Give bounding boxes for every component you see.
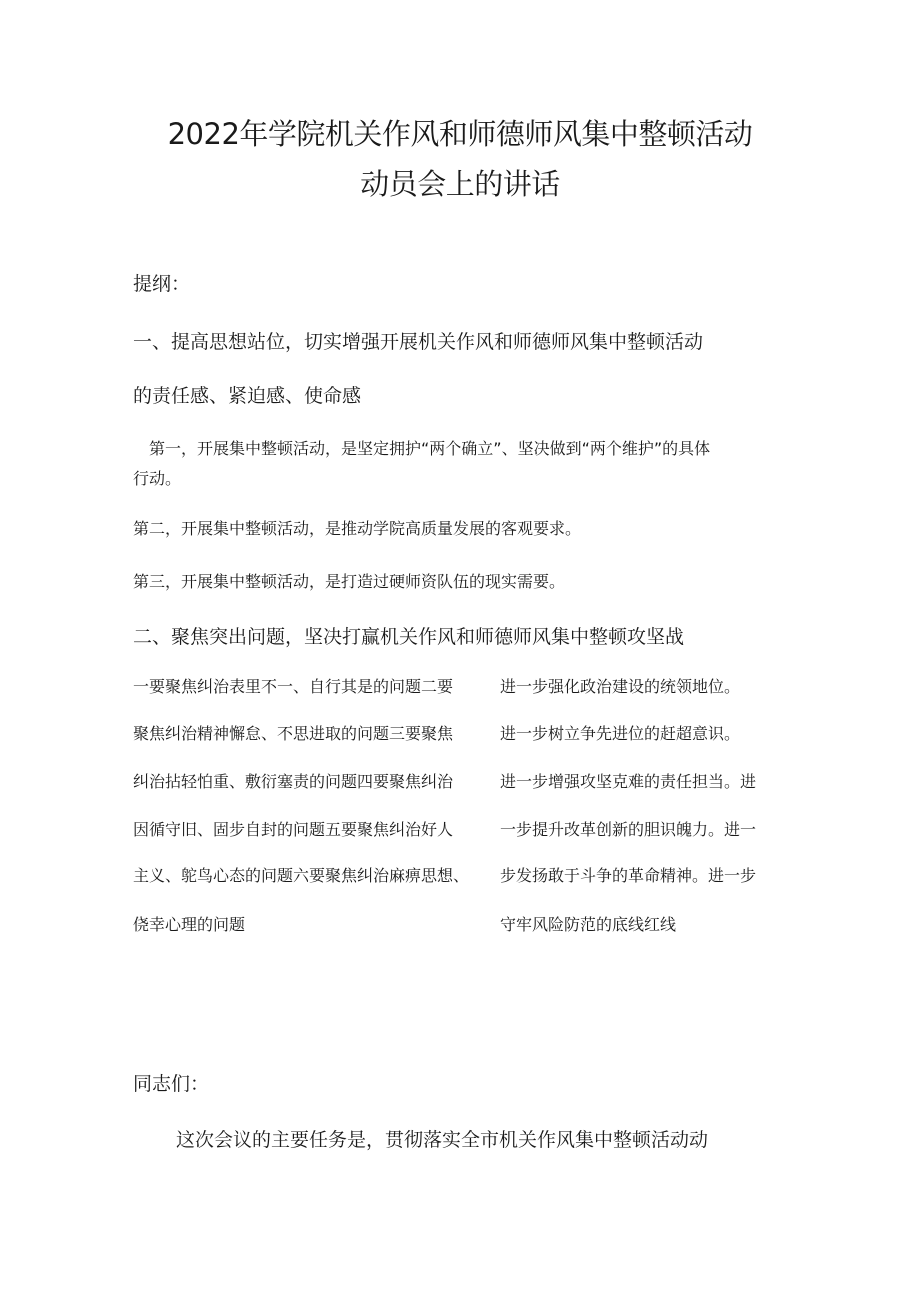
document-title-line-2: 动员会上的讲话 [360, 167, 560, 201]
left-column-line: 因循守旧、固步自封的问题五要聚焦纠治好人 [133, 820, 454, 839]
left-column-line: 侥幸心理的问题 [133, 915, 246, 934]
left-column-line: 主义、鸵鸟心态的问题六要聚焦纠治麻痹思想、 [133, 866, 470, 885]
right-column-line: 进一步强化政治建设的统领地位。 [500, 677, 741, 696]
section-1-point-3: 第三，开展集中整顿活动，是打造过硬师资队伍的现实需要。 [133, 572, 566, 591]
document-title-line-1: 2022年学院机关作风和师德师风集中整顿活动 [167, 117, 753, 151]
right-column-line: 进一步树立争先进位的赶超意识。 [500, 724, 741, 743]
right-column-line: 进一步增强攻坚克难的责任担当。进 [500, 772, 757, 791]
section-1-heading-line-1: 一、提高思想站位，切实增强开展机关作风和师德师风集中整顿活动 [133, 331, 704, 353]
section-1-point-2: 第二，开展集中整顿活动，是推动学院高质量发展的客观要求。 [133, 519, 582, 538]
right-column-line: 守牢风险防范的底线红线 [500, 915, 677, 934]
left-column-line: 聚焦纠治精神懈怠、不思进取的问题三要聚焦 [133, 724, 454, 743]
greeting: 同志们： [133, 1073, 210, 1095]
section-1-point-1-line-1: 第一，开展集中整顿活动，是坚定拥护“两个确立”、坚决做到“两个维护”的具体 [149, 439, 711, 458]
section-2-heading: 二、聚焦突出问题，坚决打赢机关作风和师德师风集中整顿攻坚战 [133, 626, 685, 648]
right-column-line: 步发扬敢于斗争的革命精神。进一步 [500, 866, 757, 885]
section-1-heading-line-2: 的责任感、紧迫感、使命感 [133, 385, 362, 407]
body-paragraph-start: 这次会议的主要任务是，贯彻落实全市机关作风集中整顿活动动 [176, 1129, 709, 1151]
left-column-line: 一要聚焦纠治表里不一、自行其是的问题二要 [133, 677, 454, 696]
section-1-point-1-line-2: 行动。 [133, 469, 182, 488]
left-column-line: 纠治拈轻怕重、敷衍塞责的问题四要聚焦纠治 [133, 772, 454, 791]
right-column-line: 一步提升改革创新的胆识魄力。进一 [500, 820, 757, 839]
outline-label: 提纲： [133, 273, 191, 295]
